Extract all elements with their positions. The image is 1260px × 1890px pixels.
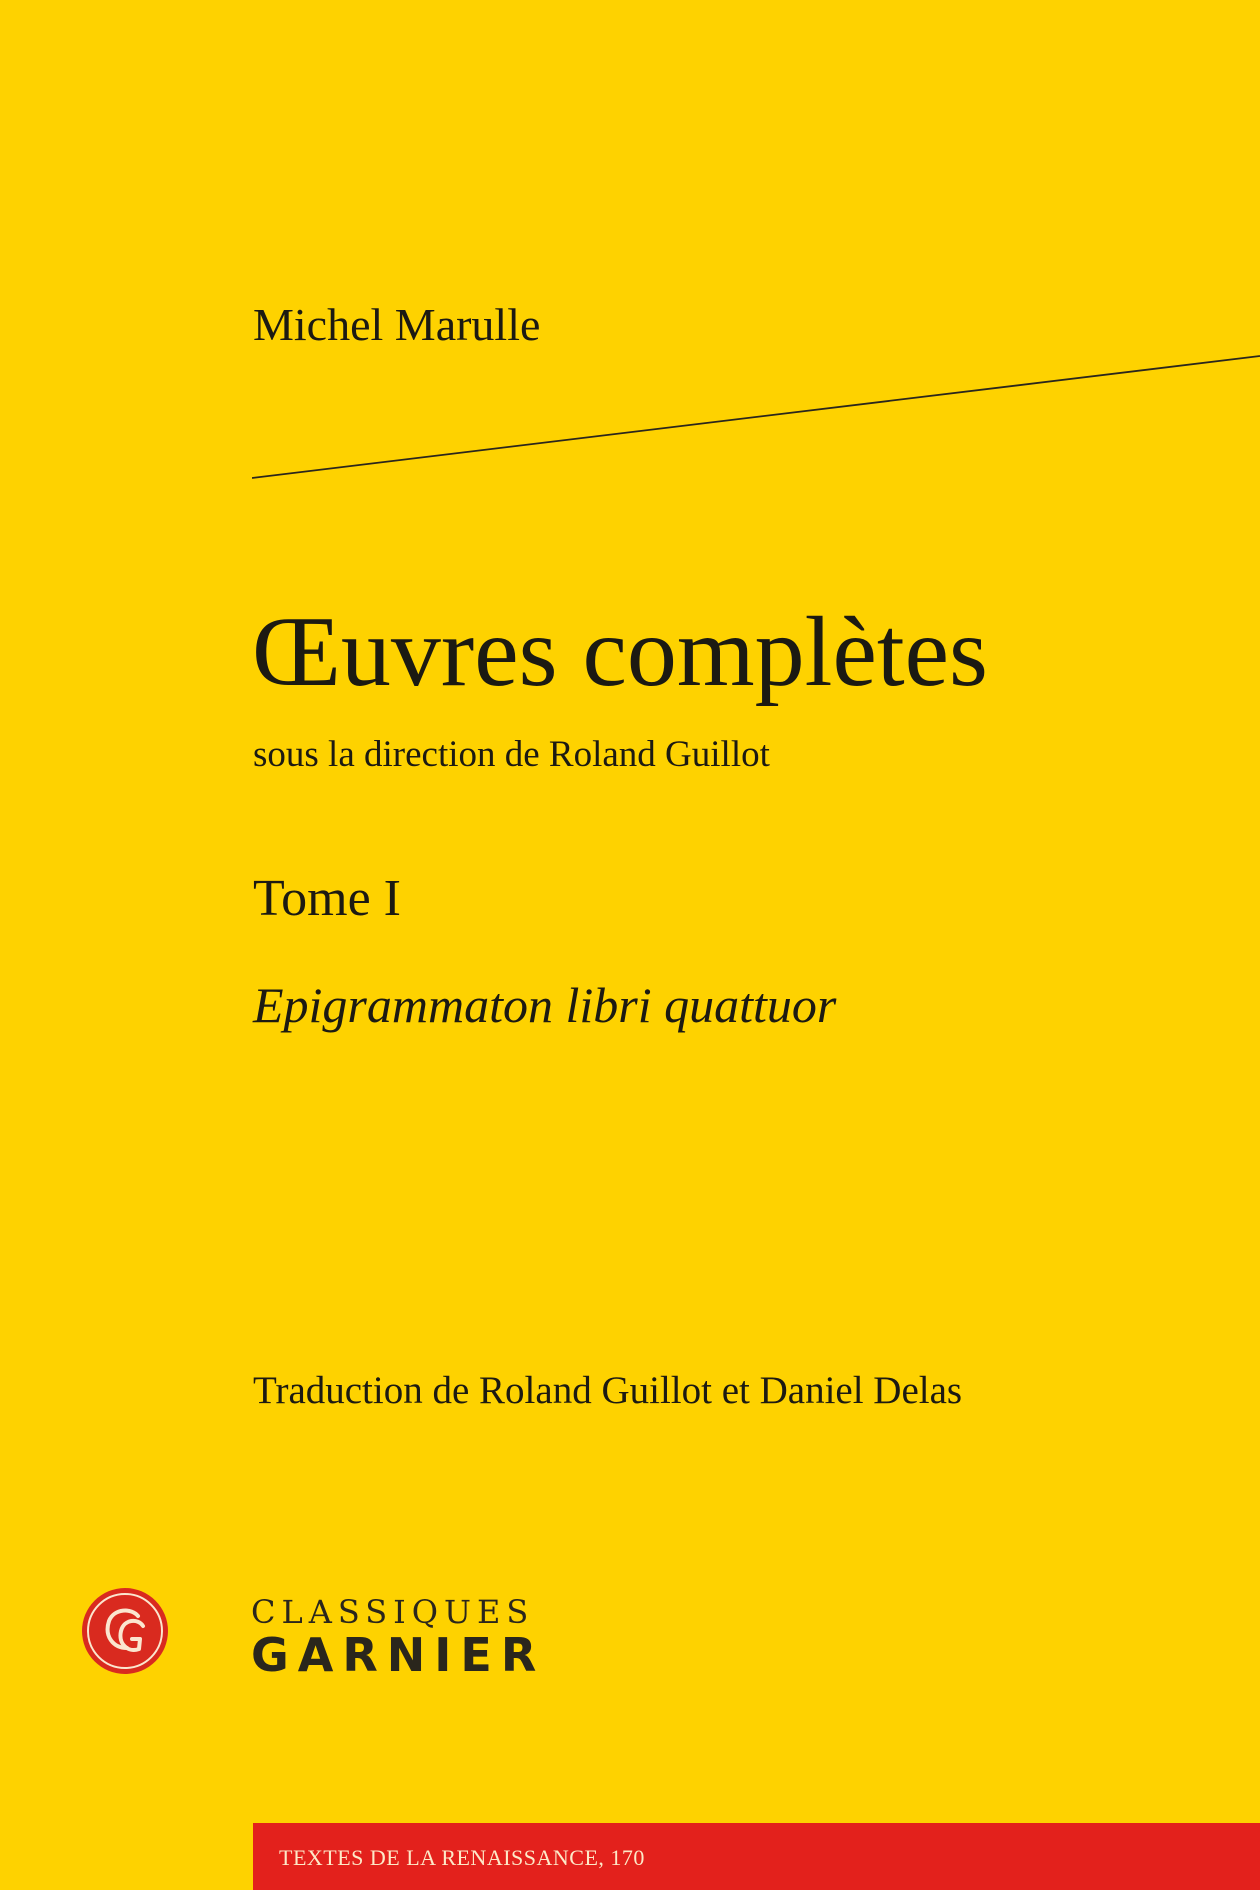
volume-title: Epigrammaton libri quattuor [253,977,837,1033]
publisher-name-line2: GARNIER [251,1628,546,1682]
classiques-garnier-cg-seal-icon [80,1586,170,1676]
decorative-diagonal-rule [252,354,1260,482]
series-banner [253,1823,1260,1890]
book-title: Œuvres complètes [252,596,988,707]
translation-credit: Traduction de Roland Guillot et Daniel Delas [253,1369,963,1412]
author-name: Michel Marulle [253,299,541,350]
volume-number: Tome I [253,870,401,927]
publisher-name [251,1593,546,1682]
editor-line: sous la direction de Roland Guillot [253,734,770,775]
series-label: TEXTES DE LA RENAISSANCE, 170 [279,1845,645,1870]
publisher-name-line1: CLASSIQUES [251,1593,535,1631]
